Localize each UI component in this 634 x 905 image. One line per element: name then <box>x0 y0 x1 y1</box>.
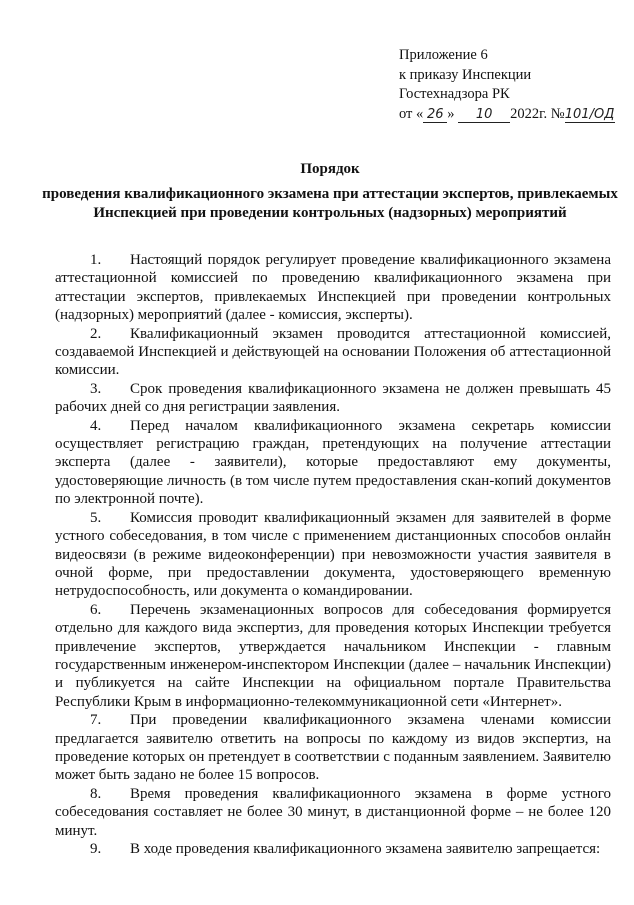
document-body <box>55 251 611 858</box>
paragraph-number: 2. <box>90 325 102 342</box>
appendix-line-2: к приказу Инспекции <box>399 66 532 83</box>
paragraph <box>55 785 611 840</box>
paragraph <box>55 509 611 601</box>
paragraph <box>55 840 611 858</box>
paragraph <box>55 251 611 325</box>
appendix-line-1: Приложение 6 <box>399 47 488 63</box>
paragraph-text: Время проведения квалификационного экзамена в форме устного собеседования составляет не более 30 минут, в дистанционной форме – не более 120 минут. <box>55 785 611 839</box>
document-title <box>40 160 620 223</box>
date-prefix: от « <box>399 105 424 122</box>
appendix-date-line <box>399 105 615 125</box>
appendix-line-3: Гостехнадзора РК <box>399 86 510 102</box>
paragraph-number: 4. <box>90 417 102 434</box>
paragraph <box>55 325 611 380</box>
paragraph-text: Комиссия проводит квалификационный экзамен для заявителей в форме устного собеседования, в том числе с применением дистанционных способов онлайн видеосвязи (в режиме видеоконференции) при невозможности участия заявителя в очной форме, при предоставлении документа, удостоверяющего временную нетрудоспособность, или документа о командировании. <box>55 509 611 600</box>
date-sep: » <box>447 105 455 122</box>
title-heading: Порядок <box>300 161 360 177</box>
paragraph <box>55 711 611 785</box>
paragraph-number: 5. <box>90 509 102 526</box>
date-month: 10 <box>458 108 510 123</box>
appendix-block <box>399 46 615 124</box>
paragraph-number: 1. <box>90 252 102 268</box>
title-subtitle: проведения квалификационного экзамена при аттестации экспертов, привлекаемых Инспекцией при проведении контрольных (надзорных) мероприятий <box>42 186 618 221</box>
paragraph <box>55 417 611 509</box>
paragraph-text: Настоящий порядок регулирует проведение квалификационного экзамена аттестационной комиссией по проведению квалификационного экзамена при аттестации экспертов, привлекаемых Инспекцией при проведении контрольных (надзорных) мероприятий (далее - комиссия, эксперты). <box>55 252 611 324</box>
paragraph-number: 7. <box>90 712 102 729</box>
date-day: 26 <box>423 108 447 123</box>
paragraph-number: 3. <box>90 380 102 397</box>
paragraph-number: 6. <box>90 601 102 618</box>
paragraph-text: Перечень экзаменационных вопросов для собеседования формируется отдельно для каждого вида экспертиз, для проведения которых Инспекции требуется привлечение экспертов, утверждается начальником Инспекции - главным государственным инженером-инспектором Инспекции (далее – начальник Инспекции) и публикуется на сайте Инспекции на официальном портале Правительства Республики Крым в информационно-телекоммуникационной сети «Интернет». <box>55 601 611 710</box>
date-year: 2022г. № <box>510 105 565 122</box>
paragraph-text: Квалификационный экзамен проводится аттестационной комиссией, создаваемой Инспекцией и действующей на основании Положения об аттестационной комиссии. <box>55 325 611 379</box>
paragraph-number: 9. <box>90 841 102 857</box>
order-number: 101/ОД <box>564 106 615 122</box>
paragraph-number: 8. <box>90 785 102 802</box>
paragraph <box>55 601 611 711</box>
paragraph-text: Срок проведения квалификационного экзамена не должен превышать 45 рабочих дней со дня регистрации заявления. <box>55 380 611 416</box>
paragraph <box>55 380 611 417</box>
paragraph-text: Перед началом квалификационного экзамена секретарь комиссии осуществляет регистрацию граждан, претендующих на получение аттестации эксперта (далее - заявители), которые предоставляют ему документы, удостоверяющие личность (в том числе путем предоставления скан-копий документов по электронной почте). <box>55 417 611 508</box>
paragraph-text: В ходе проведения квалификационного экзамена заявителю запрещается: <box>130 841 601 857</box>
paragraph-text: При проведении квалификационного экзамена членами комиссии предлагается заявителю ответить на вопросы по каждому из видов экспертиз, на проведение которых он претендует в соответствии с поданным заявлением. Заявителю может быть задано не более 15 вопросов. <box>55 712 611 784</box>
